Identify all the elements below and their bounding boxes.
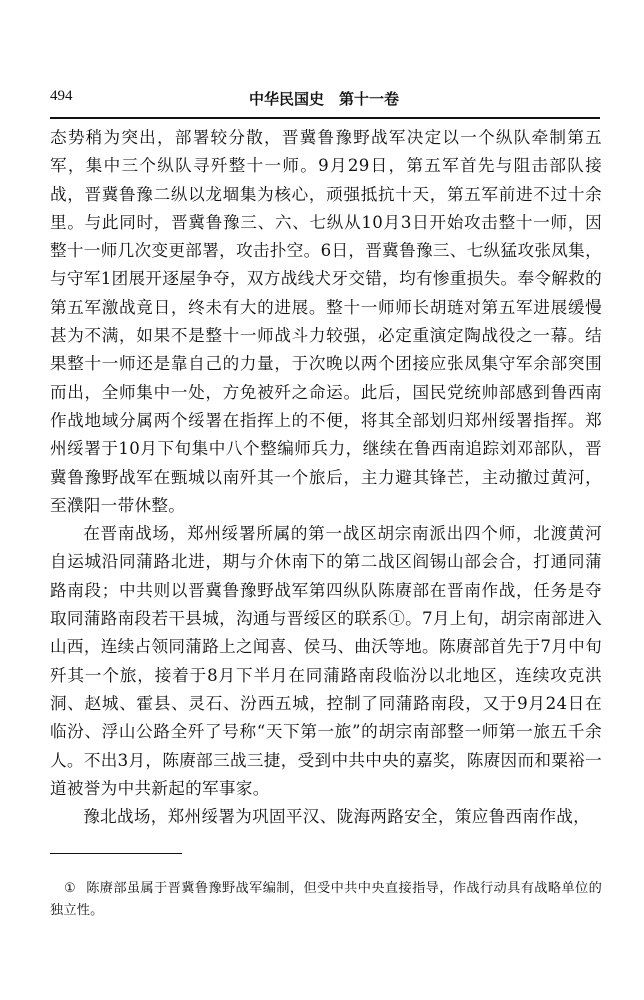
footnote-divider [50, 853, 182, 854]
footnote [50, 878, 602, 922]
body-text [50, 124, 602, 831]
header-divider [50, 117, 600, 119]
page-header [50, 88, 598, 112]
paragraph-jinnan-battlefield: 在晋南战场，郑州绥署所属的第一战区胡宗南派出四个师，北渡黄河自运城沿同蒲路北进，期与介休南下的第二战区阎锡山部会合，打通同蒲路南段；中共则以晋冀鲁豫野战军第四纵队陈赓部在晋南作战，任务是夺取同蒲路南段若干县城，沟通与晋绥区的联系①。7月上旬，胡宗南部进入山西，连续占领同蒲路上之闻喜、侯马、曲沃等地。陈赓部首先于7月中旬歼其一个旅，接着于8月下半月在同蒲路南段临汾以北地区，连续攻克洪洞、赵城、霍县、灵石、汾西五城，控制了同蒲路南段，又于9月24日在临汾、浮山公路全歼了号称“天下第一旅”的胡宗南部整一师第一旅五千余人。不出3月，陈赓部三战三捷，受到中共中央的嘉奖，陈赓因而和粟裕一道被誉为中共新起的军事家。 [50, 524, 602, 798]
paragraph-continued: 态势稍为突出，部署较分散，晋冀鲁豫野战军决定以一个纵队牵制第五军，集中三个纵队寻歼整十一师。9月29日，第五军首先与阻击部队接战，晋冀鲁豫二纵以龙堌集为核心，顽强抵抗十天，第五军前进不过十余里。与此同时，晋冀鲁豫三、六、七纵从10月3日开始攻击整十一师，因整十一师几次变更部署，攻击扑空。6日，晋冀鲁豫三、七纵猛攻张凤集，与守军1团展开逐屋争夺，双方战线犬牙交错，均有惨重损失。奉令解救的第五军激战竟日，终未有大的进展。整十一师师长胡琏对第五军进展缓慢甚为不满，如果不是整十一师战斗力较强，必定重演定陶战役之一幕。结果整十一师还是靠自己的力量，于次晚以两个团接应张凤集守军余部突围而出，全师集中一处，方免被歼之命运。此后，国民党统帅部感到鲁西南作战地域分属两个绥署在指挥上的不便，将其全部划归郑州绥署指挥。郑州绥署于10月下旬集中八个整编师兵力，继续在鲁西南追踪刘邓部队，晋冀鲁豫野战军在甄城以南歼其一个旅后，主力避其锋芒，主动撤过黄河，至濮阳一带休整。 [50, 128, 602, 515]
footnote-text: 陈赓部虽属于晋冀鲁豫野战军编制，但受中共中央直接指导，作战行动具有战略单位的独立性。 [50, 881, 602, 918]
footnote-marker: ① [64, 881, 77, 896]
paragraph-yubei-battlefield: 豫北战场，郑州绥署为巩固平汉、陇海两路安全，策应鲁西南作战， [83, 807, 590, 827]
running-title: 中华民国史 第十一卷 [248, 90, 399, 108]
page-number: 494 [50, 88, 73, 104]
